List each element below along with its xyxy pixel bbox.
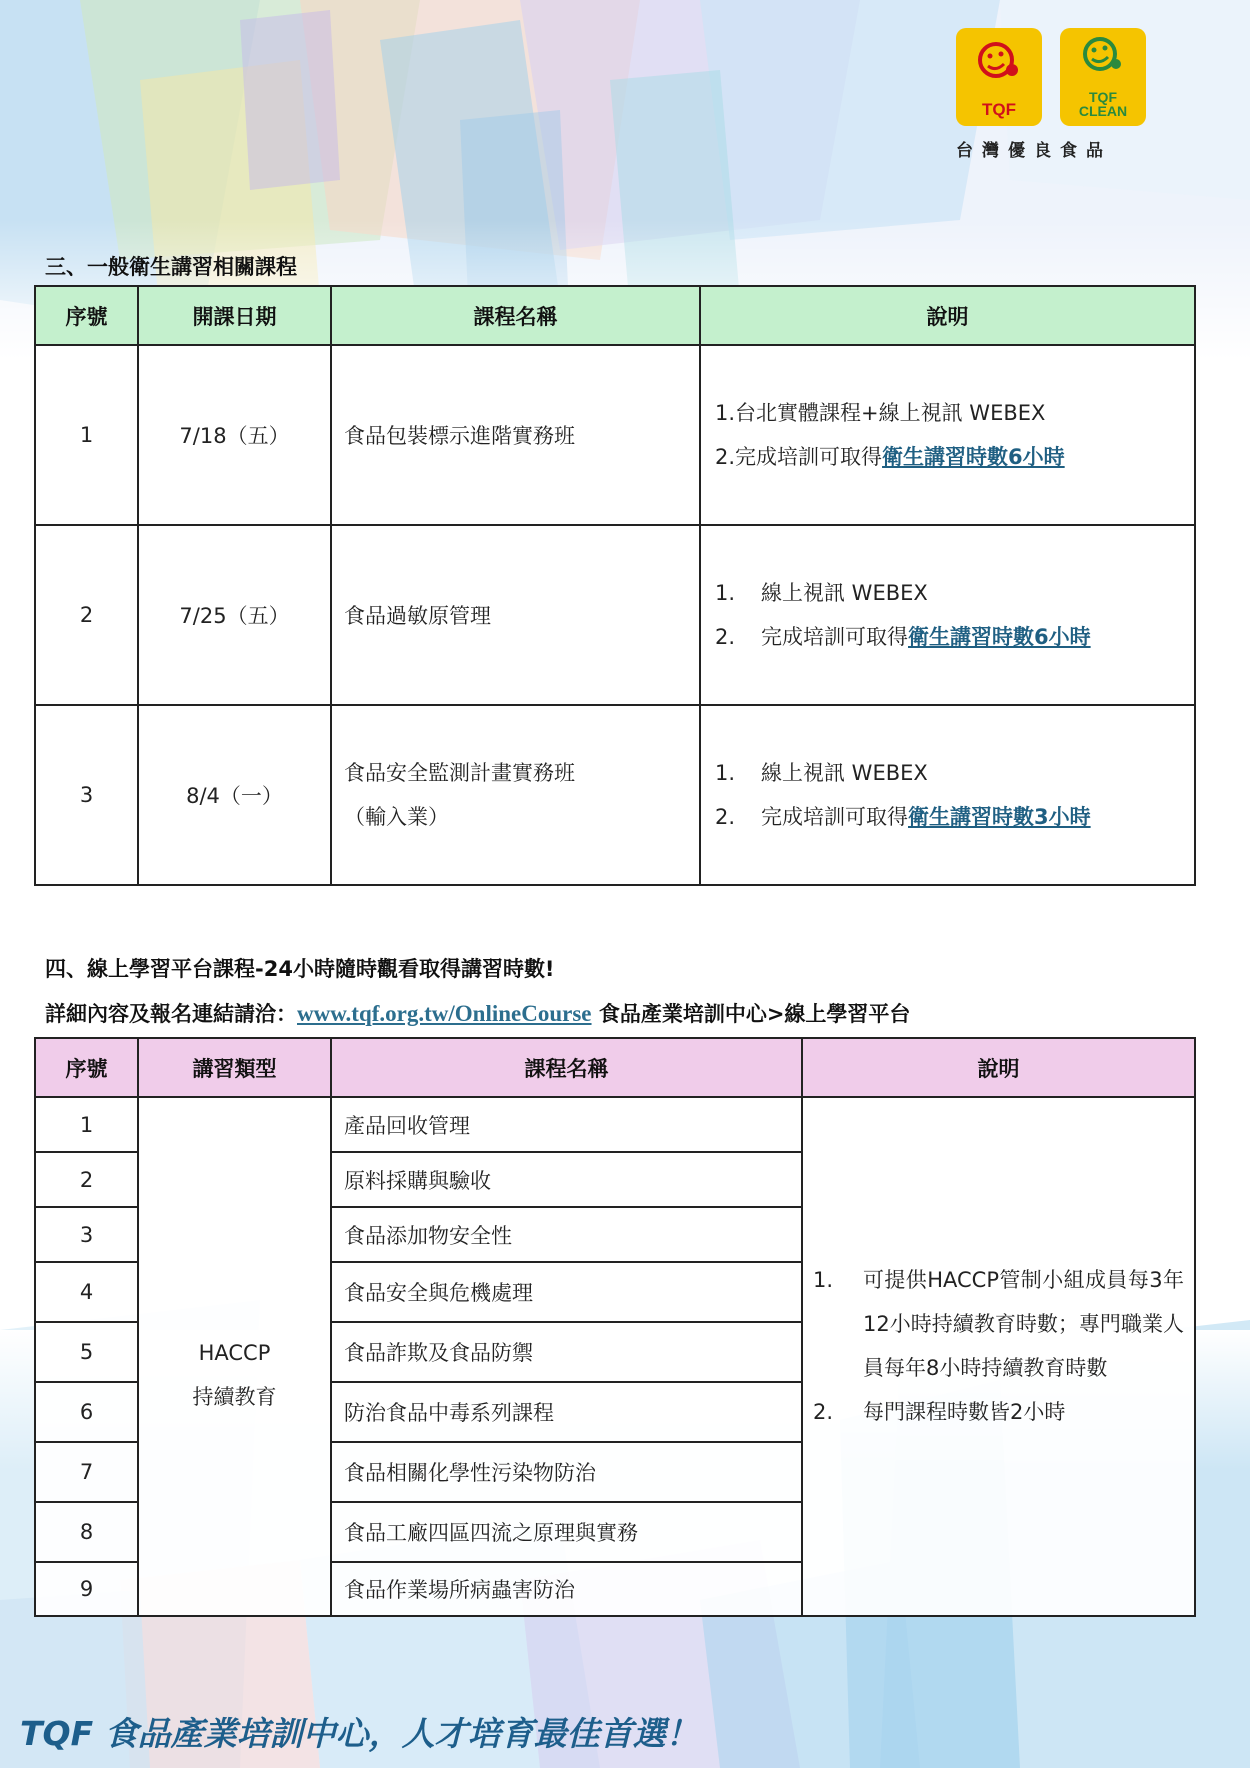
desc-text: 每門課程時數皆2小時 — [863, 1400, 1066, 1424]
desc-text: 線上視訊 WEBEX — [761, 761, 928, 785]
row-date: 7/18（五） — [138, 345, 331, 525]
course-type-line-2: 持續教育 — [192, 1384, 277, 1409]
desc-prefix: 完成培訓可取得 — [761, 625, 908, 649]
header-type: 講習類型 — [138, 1038, 331, 1097]
brand-subtitle: 台灣優良食品 — [956, 141, 1112, 161]
row-description — [700, 705, 1195, 885]
course-type-cell — [138, 1097, 331, 1616]
row-no: 2 — [35, 525, 138, 705]
table-header-row — [35, 1038, 1195, 1097]
section4-title: 四、線上學習平台課程-24小時隨時觀看取得講習時數! — [45, 957, 555, 981]
desc-line-2 — [715, 795, 1194, 839]
online-course-link[interactable]: www.tqf.org.tw/OnlineCourse — [297, 1001, 592, 1026]
desc-line-2 — [715, 615, 1194, 659]
row-course-name: 食品詐欺及食品防禦 — [331, 1322, 802, 1382]
table-header-row — [35, 286, 1195, 345]
desc-number: 1. — [813, 1268, 834, 1292]
section3-title: 三、一般衛生講習相關課程 — [45, 255, 297, 279]
desc-item-2 — [813, 1390, 1184, 1434]
row-no: 7 — [35, 1442, 138, 1502]
header-description: 說明 — [700, 286, 1195, 345]
header-course-name: 課程名稱 — [331, 1038, 802, 1097]
row-no: 6 — [35, 1382, 138, 1442]
row-date: 7/25（五） — [138, 525, 331, 705]
desc-number: 2. — [715, 805, 736, 829]
row-course-name: 食品工廠四區四流之原理與實務 — [331, 1502, 802, 1562]
row-no: 2 — [35, 1152, 138, 1207]
desc-highlight: 衛生講習時數6小時 — [908, 625, 1091, 649]
row-course-name — [331, 705, 700, 885]
course-type-line-1: HACCP — [198, 1340, 271, 1365]
footer-slogan: TQF 食品產業培訓中心，人才培育最佳首選！ — [20, 1714, 699, 1753]
course-name-line-2: （輸入業） — [344, 805, 449, 829]
desc-line-1: 1.台北實體課程+線上視訊 WEBEX — [715, 401, 1046, 425]
row-course-name: 食品添加物安全性 — [331, 1207, 802, 1262]
desc-prefix: 2.完成培訓可取得 — [715, 445, 883, 469]
table-row — [35, 525, 1195, 705]
section4-table — [34, 1037, 1196, 1617]
desc-number: 2. — [715, 625, 736, 649]
section3-table — [34, 285, 1196, 886]
row-course-name: 食品作業場所病蟲害防治 — [331, 1562, 802, 1616]
row-description — [700, 525, 1195, 705]
header-date: 開課日期 — [138, 286, 331, 345]
header-description: 說明 — [802, 1038, 1195, 1097]
row-date: 8/4（一） — [138, 705, 331, 885]
tqf-clean-logo-text-line1: TQF — [1089, 89, 1117, 105]
row-no: 3 — [35, 705, 138, 885]
row-no: 3 — [35, 1207, 138, 1262]
tqf-clean-logo-text-line2: CLEAN — [1078, 103, 1128, 119]
header-no: 序號 — [35, 1038, 138, 1097]
row-description — [700, 345, 1195, 525]
course-description-cell — [802, 1097, 1195, 1616]
desc-text: 線上視訊 WEBEX — [761, 581, 928, 605]
desc-text: 可提供HACCP管制小組成員每3年12小時持續教育時數；專門職業人員每年8小時持續教育時數 — [863, 1268, 1184, 1380]
row-no: 5 — [35, 1322, 138, 1382]
tqf-clean-logo — [1060, 28, 1146, 126]
row-no: 1 — [35, 345, 138, 525]
row-no: 4 — [35, 1262, 138, 1322]
tqf-logo — [956, 28, 1042, 126]
tqf-mascot-icon — [974, 38, 1024, 84]
desc-item-1 — [813, 1258, 1184, 1390]
header-no: 序號 — [35, 286, 138, 345]
row-course-name: 食品過敏原管理 — [331, 525, 700, 705]
desc-line-1 — [715, 571, 1194, 615]
tqf-logo-text: TQF — [982, 100, 1016, 119]
section4-subtitle — [45, 998, 910, 1028]
row-course-name: 食品包裝標示進階實務班 — [331, 345, 700, 525]
row-no: 8 — [35, 1502, 138, 1562]
row-no: 9 — [35, 1562, 138, 1616]
course-name-line-1: 食品安全監測計畫實務班 — [344, 761, 575, 785]
desc-number: 1. — [715, 581, 736, 605]
table-row — [35, 1097, 1195, 1152]
desc-highlight: 衛生講習時數6小時 — [882, 445, 1065, 469]
desc-highlight: 衛生講習時數3小時 — [908, 805, 1091, 829]
row-no: 1 — [35, 1097, 138, 1152]
subtitle-prefix: 詳細內容及報名連結請洽： — [45, 1002, 297, 1026]
desc-number: 1. — [715, 761, 736, 785]
row-course-name: 原料採購與驗收 — [331, 1152, 802, 1207]
row-course-name: 產品回收管理 — [331, 1097, 802, 1152]
table-row — [35, 345, 1195, 525]
desc-number: 2. — [813, 1400, 834, 1424]
row-course-name: 食品相關化學性污染物防治 — [331, 1442, 802, 1502]
desc-line-2 — [715, 435, 1194, 479]
header-course-name: 課程名稱 — [331, 286, 700, 345]
desc-line-1 — [715, 751, 1194, 795]
tqf-clean-mascot-icon — [1078, 34, 1128, 80]
row-course-name: 防治食品中毒系列課程 — [331, 1382, 802, 1442]
subtitle-suffix: 食品產業培訓中心>線上學習平台 — [591, 1002, 911, 1026]
desc-prefix: 完成培訓可取得 — [761, 805, 908, 829]
table-row — [35, 705, 1195, 885]
row-course-name: 食品安全與危機處理 — [331, 1262, 802, 1322]
